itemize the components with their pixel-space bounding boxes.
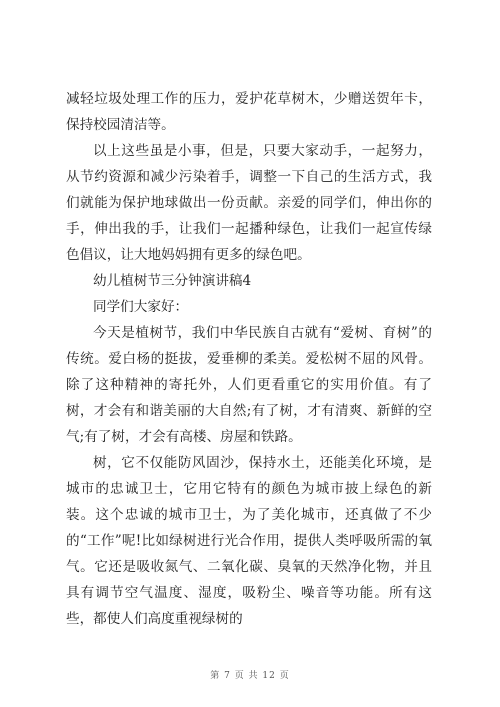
paragraph: 减轻垃圾处理工作的压力，爱护花草树木，少赠送贺年卡，保持校园清洁等。 [66, 91, 432, 133]
greeting: 同学们大家好： [93, 299, 189, 315]
section-heading: 幼儿植树节三分钟演讲稿4 [93, 273, 252, 289]
paragraph: 树，它不仅能防风固沙，保持水土，还能美化环境，是城市的忠诚卫士，它用它特有的颜色为城市披上绿色的新装。这个忠诚的城市卫士，为了美化城市，还真做了不少的“工作”呢!比如绿树进行光合作用，提供人类呼吸所需的氧气。它还是吸收氮气、二氧化碳、臭氧的天然净化物，并且具有调节空气温度、湿度，吸粉尘、噪音等功能。所有这些，都使人们高度重视绿树的 [66, 455, 432, 627]
page-number-footer: 第 7 页 共 12 页 [210, 671, 290, 681]
paragraph: 今天是植树节，我们中华民族自古就有“爱树、育树”的传统。爱白杨的挺拔，爱垂柳的柔美。爱松树不屈的风骨。除了这种精神的寄托外，人们更看重它的实用价值。有了树，才会有和谐美丽的大自然;有了树，才有清爽、新鲜的空气;有了树，才会有高楼、房屋和铁路。 [66, 325, 432, 445]
paragraph: 以上这些虽是小事，但是，只要大家动手，一起努力，从节约资源和减少污染着手，调整一下自己的生活方式，我们就能为保护地球做出一份贡献。亲爱的同学们，伸出你的手，伸出我的手，让我们一起播种绿色，让我们一起宣传绿色倡议，让大地妈妈拥有更多的绿色吧。 [66, 143, 432, 263]
document-body [66, 86, 432, 632]
